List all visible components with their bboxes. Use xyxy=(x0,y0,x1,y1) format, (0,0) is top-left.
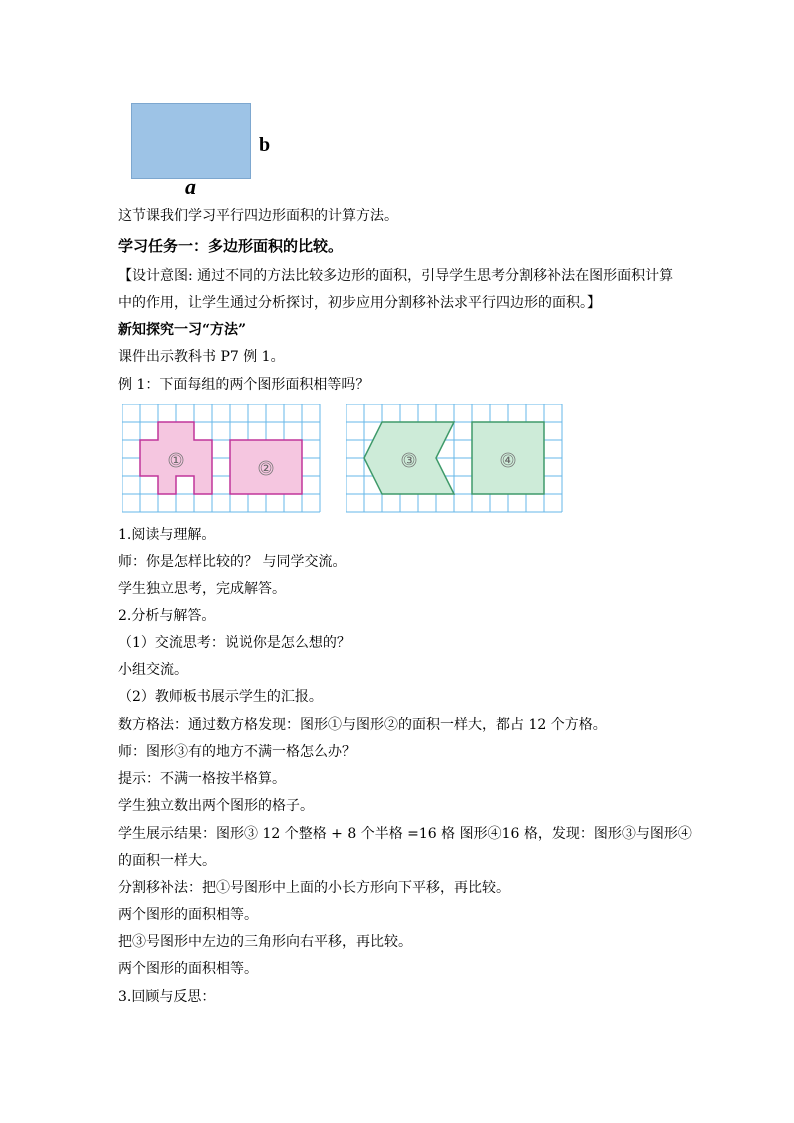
point-1-discuss: （1）交流思考：说说你是怎么想的？ xyxy=(118,635,351,651)
task-heading: 学习任务一：多边形面积的比较。 xyxy=(118,237,344,255)
hint-text: 提示：不满一格按半格算。 xyxy=(118,771,286,787)
shape-2-label: ② xyxy=(259,461,273,477)
step-1-read: 1.阅读与理解。 xyxy=(118,527,216,543)
shape-3-label: ③ xyxy=(402,453,416,469)
count-grid-method: 数方格法：通过数方格发现：图形①与图形②的面积一样大，都占 12 个方格。 xyxy=(118,717,607,733)
student-think: 学生独立思考，完成解答。 xyxy=(118,581,286,597)
cut-move-method: 分割移补法：把①号图形中上面的小长方形向下平移，再比较。 xyxy=(118,880,510,896)
grid-figure-right xyxy=(346,404,566,518)
step-3-review: 3.回顾与反思： xyxy=(118,989,216,1005)
equal-area-1: 两个图形的面积相等。 xyxy=(118,907,258,923)
shape-1-label: ① xyxy=(169,453,183,469)
equal-area-2: 两个图形的面积相等。 xyxy=(118,961,258,977)
design-intent-line-2: 中的作用，让学生通过分析探讨，初步应用分割移补法求平行四边形的面积。】 xyxy=(118,295,601,311)
point-2-board: （2）教师板书展示学生的汇报。 xyxy=(118,689,323,705)
intro-text: 这节课我们学习平行四边形面积的计算方法。 xyxy=(118,208,398,224)
group-discuss: 小组交流。 xyxy=(118,662,188,678)
result-line-1: 学生展示结果：图形③ 12 个整格 + 8 个半格 =16 格 图形④16 格，发现：图形③与图形④ xyxy=(118,826,692,842)
grid-figure-left xyxy=(122,404,322,518)
example-question: 例 1：下面每组的两个图形面积相等吗？ xyxy=(118,377,370,393)
shape-4-label: ④ xyxy=(501,453,515,469)
teacher-question-1: 师：你是怎样比较的？ 与同学交流。 xyxy=(118,554,347,570)
teacher-question-2: 师：图形③有的地方不满一格怎么办？ xyxy=(118,744,356,760)
rectangle-bottom-label: a xyxy=(185,174,196,199)
count-self: 学生独立数出两个图形的格子。 xyxy=(118,798,314,814)
rectangle-side-label: b xyxy=(259,134,271,156)
design-intent-line-1: 【设计意图: 通过不同的方法比较多边形的面积，引导学生思考分割移补法在图形面积计算 xyxy=(118,268,674,284)
step-2-analyze: 2.分析与解答。 xyxy=(118,608,216,624)
rectangle-figure xyxy=(131,103,251,179)
courseware-text: 课件出示教科书 P7 例 1。 xyxy=(118,349,285,365)
explore-heading: 新知探究一习“方法” xyxy=(118,322,247,338)
result-line-2: 的面积一样大。 xyxy=(118,853,216,869)
cut-move-shape-3: 把③号图形中左边的三角形向右平移，再比较。 xyxy=(118,934,412,950)
